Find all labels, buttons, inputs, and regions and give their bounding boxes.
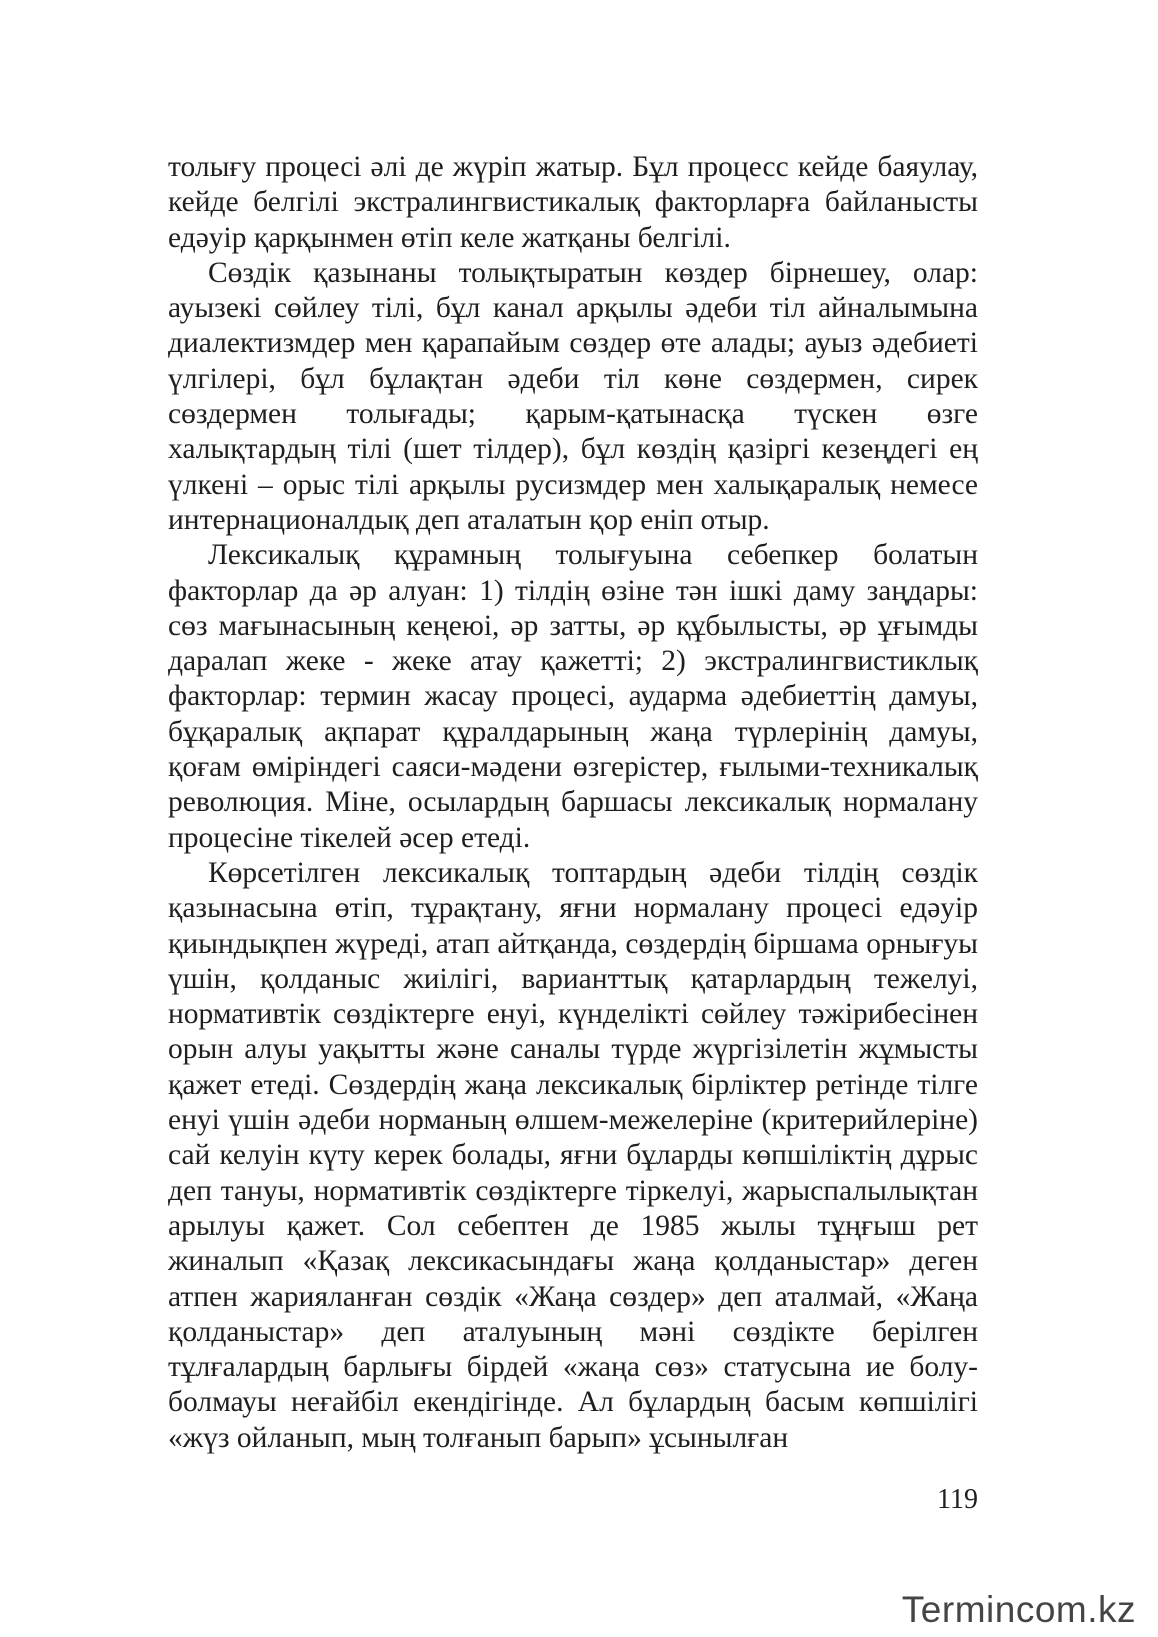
- paragraph-1: толығу процесі әлі де жүріп жатыр. Бұл процесс кейде баяулау, кейде белгілі экстралингвистикалық факторларға байланысты едәуір қарқынмен өтіп келе жатқаны белгілі.: [168, 151, 978, 254]
- paragraph-2: Сөздік қазынаны толықтыратын көздер бірнешеу, олар: ауызекі сөйлеу тілі, бұл канал арқылы әдеби тіл айналымына диалектизмдер мен қарапайым сөздер өте алады; ауыз әдебиеті үлгілері, бұл бұлақтан әдеби тіл көне сөздермен, сирек сөздермен толығады; қарым-қатынасқа түскен өзге халықтардың тілі (шет тілдер), бұл көздің қазіргі кезеңдегі ең үлкені – орыс тілі арқылы русизмдер мен халықаралық немесе интернационалдық деп аталатын қор еніп отыр.: [168, 256, 978, 536]
- paragraph-3: Лексикалық құрамның толығуына себепкер болатын факторлар да әр алуан: 1) тілдің өзіне тән ішкі даму заңдары: сөз мағынасының кеңеюі, әр затты, әр құбылысты, әр ұғымды даралап жеке - жеке атау қажетті; 2) экстралингвистиклық факторлар: термин жасау процесі, аударма әдебиеттің дамуы, бұқаралық ақпарат құралдарының жаңа түрлерінің дамуы, қоғам өміріндегі саяси-мәдени өзгерістер, ғылыми-техникалық революция. Міне, осылардың баршасы лексикалық нормалану процесіне тікелей әсер етеді.: [168, 539, 978, 854]
- site-watermark-logo: Termincom.kz: [901, 1589, 1136, 1630]
- body-text: [168, 150, 978, 1456]
- paragraph-4: Көрсетілген лексикалық топтардың әдеби тілдің сөздік қазынасына өтіп, тұрақтану, яғни нормалану процесі едәуір қиындықпен жүреді, атап айтқанда, сөздердің біршама орнығуы үшін, қолданыс жиілігі, варианттық қатарлардың тежелуі, нормативтік сөздіктерге енуі, күнделікті сөйлеу тәжірибесінен орын алуы уақытты және саналы түрде жүргізілетін жұмысты қажет етеді. Сөздердің жаңа лексикалық бірліктер ретінде тілге енуі үшін әдеби норманың өлшем-межелеріне (критерийлеріне) сай келуін күту керек болады, яғни бұларды көпшіліктің дұрыс деп тануы, нормативтік сөздіктерге тіркелуі, жарыспалылықтан арылуы қажет. Сол себептен де 1985 жылы тұңғыш рет жиналып «Қазақ лексикасындағы жаңа қолданыстар» деген атпен жарияланған сөздік «Жаңа сөздер» деп аталмай, «Жаңа қолданыстар» деп аталуының мәні сөздікте берілген тұлғалардың барлығы бірдей «жаңа сөз» статусына ие болу-болмауы неғайбіл екендігінде. Ал бұлардың басым көпшілігі «жүз ойланып, мың толғанып барып» ұсынылған: [168, 856, 978, 1454]
- page-number: 119: [937, 1484, 978, 1515]
